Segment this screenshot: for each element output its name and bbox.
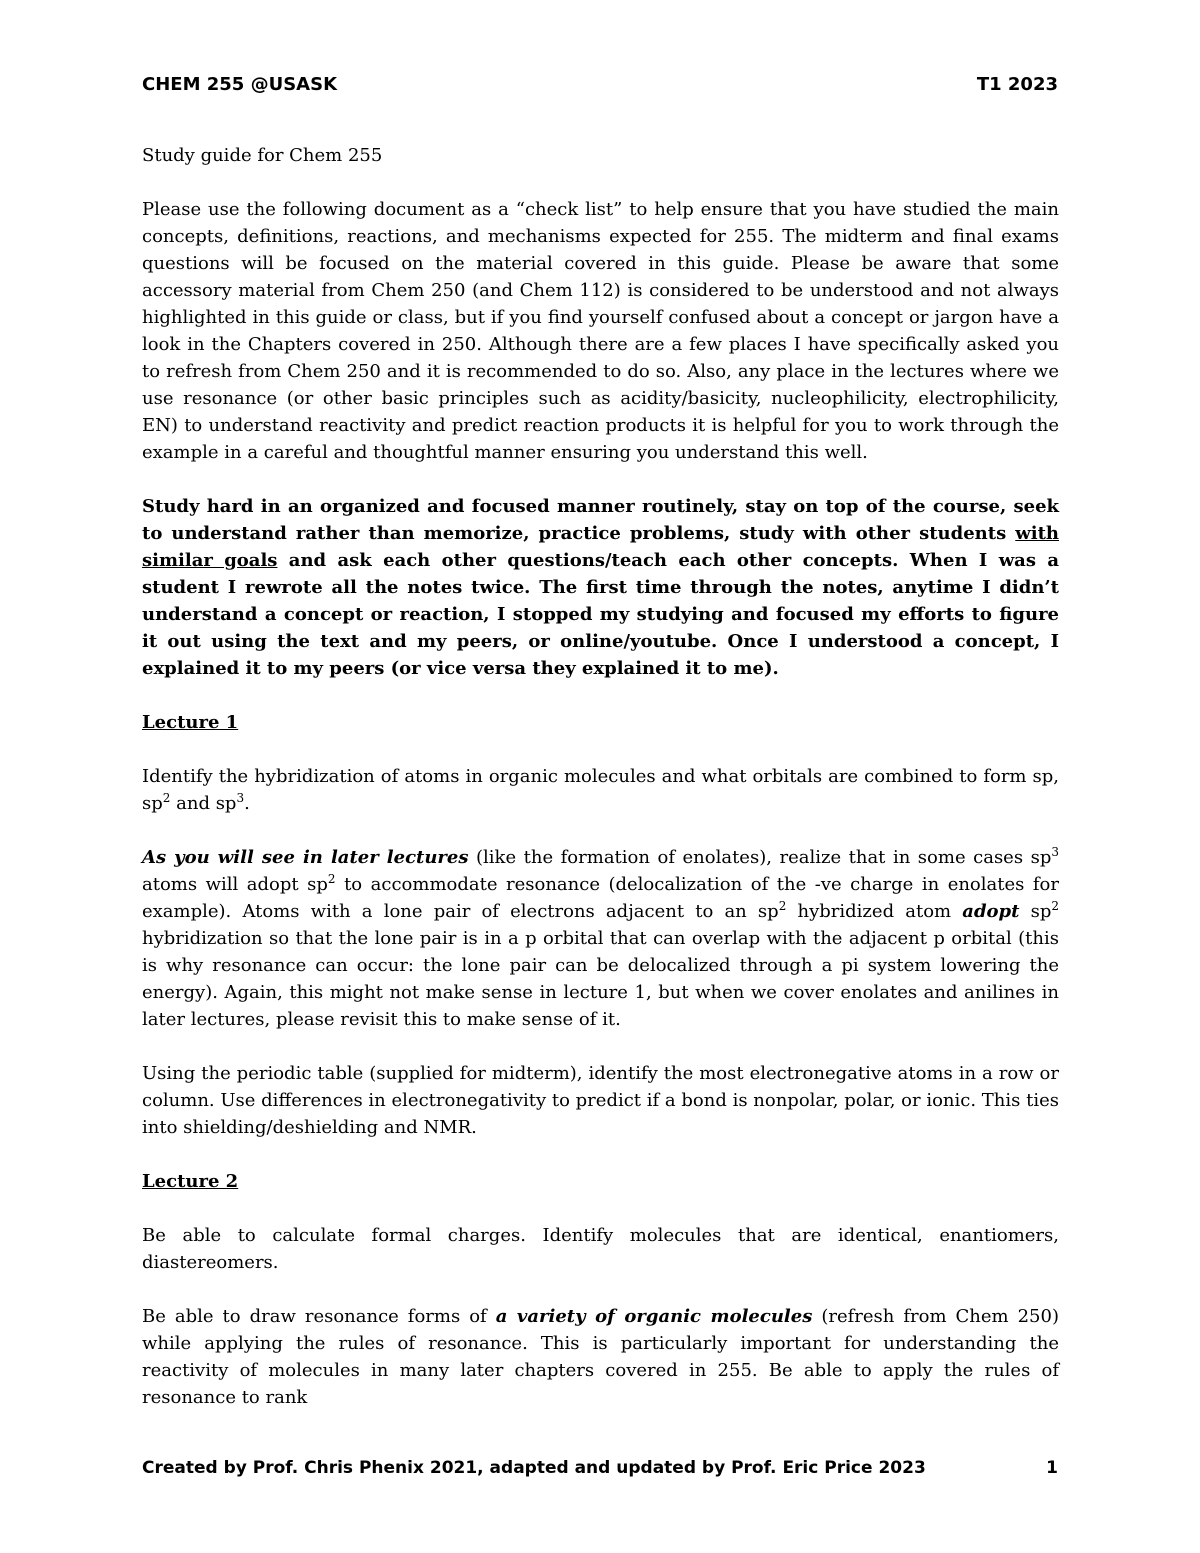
footer-credit: Created by Prof. Chris Phenix 2021, adapted and updated by Prof. Eric Price 2023 <box>142 1458 926 1478</box>
lecture-1-hybridization-paragraph <box>142 763 1059 817</box>
text-run: and sp <box>170 793 237 814</box>
superscript: 2 <box>778 899 787 913</box>
advice-text-1: Study hard in an organized and focused manner routinely, stay on top of the course, seek to understand rather than memorize, practice problems, study with other students <box>142 496 1059 544</box>
text-run: . <box>244 793 250 814</box>
emphasis: a variety of organic molecules <box>495 1306 813 1327</box>
superscript: 3 <box>236 791 245 805</box>
lecture-2-resonance-paragraph <box>142 1303 1059 1411</box>
lecture-2-heading: Lecture 2 <box>142 1171 239 1192</box>
text-run: (like the formation of enolates), realize that in some cases sp <box>468 847 1052 868</box>
text-run: Identify the hybridization of atoms in organic molecules and what orbitals are combined to form sp, sp <box>142 766 1059 814</box>
text-run: to accommodate resonance (delocalization of the -ve charge in enolates for example). Atoms with a lone pair of electrons adjacent to an sp <box>142 874 1059 922</box>
lecture-1-enolates-paragraph <box>142 844 1059 1033</box>
page-body <box>142 142 1059 1438</box>
page-header <box>142 74 1058 100</box>
emphasis: As you will see in later lectures <box>142 847 469 868</box>
lecture-1-electronegativity-paragraph: Using the periodic table (supplied for midterm), identify the most electronegative atoms in a row or column. Use differences in electronegativity to predict if a bond is nonpolar, polar, or ionic. This ties into shielding/deshielding and NMR. <box>142 1063 1059 1138</box>
header-term: T1 2023 <box>976 74 1058 95</box>
header-course: CHEM 255 @USASK <box>142 74 338 95</box>
text-run: (refresh from Chem 250) while applying the rules of resonance. This is particularly important for understanding the reactivity of molecules in many later chapters covered in 255. Be able to apply the rules of resonance to rank <box>142 1306 1059 1408</box>
text-run: hybridization so that the lone pair is in a p orbital that can overlap with the adjacent p orbital (this is why resonance can occur: the lone pair can be delocalized through a pi system lowering the energy). Again, this might not make sense in lecture 1, but when we cover enolates and anilines in later lectures, please revisit this to make sense of it. <box>142 928 1059 1030</box>
text-run: hybridized atom <box>786 901 963 922</box>
text-run: sp <box>1019 901 1052 922</box>
text-run: atoms will adopt sp <box>142 874 328 895</box>
advice-underlined: with similar goals <box>142 523 1059 571</box>
page-number: 1 <box>1046 1458 1058 1478</box>
superscript: 2 <box>1051 899 1059 913</box>
study-advice-paragraph <box>142 493 1059 682</box>
emphasis: adopt <box>962 901 1020 922</box>
lecture-1-heading: Lecture 1 <box>142 712 239 733</box>
intro-paragraph: Please use the following document as a “check list” to help ensure that you have studied the main concepts, definitions, reactions, and mechanisms expected for 255. The midterm and final exams questions will be focused on the material covered in this guide. Please be aware that some accessory material from Chem 250 (and Chem 112) is considered to be understood and not always highlighted in this guide or class, but if you find yourself confused about a concept or jargon have a look in the Chapters covered in 250. Although there are a few places I have specifically asked you to refresh from Chem 250 and it is recommended to do so. Also, any place in the lectures where we use resonance (or other basic principles such as acidity/basicity, nucleophilicity, electrophilicity, EN) to understand reactivity and predict reaction products it is helpful for you to work through the example in a careful and thoughtful manner ensuring you understand this well. <box>142 199 1059 463</box>
page-footer <box>142 1458 1058 1486</box>
superscript: 3 <box>1051 845 1059 859</box>
superscript: 2 <box>162 791 171 805</box>
text-run: Be able to draw resonance forms of <box>142 1306 496 1327</box>
superscript: 2 <box>327 872 336 886</box>
lecture-2-formal-charges-paragraph: Be able to calculate formal charges. Identify molecules that are identical, enantiomers, diastereomers. <box>142 1225 1059 1273</box>
advice-text-2: and ask each other questions/teach each other concepts. When I was a student I rewrote all the notes twice. The first time through the notes, anytime I didn’t understand a concept or reaction, I stopped my studying and focused my efforts to figure it out using the text and my peers, or online/youtube. Once I understood a concept, I explained it to my peers (or vice versa they explained it to me). <box>142 550 1060 679</box>
document-title: Study guide for Chem 255 <box>142 145 383 166</box>
